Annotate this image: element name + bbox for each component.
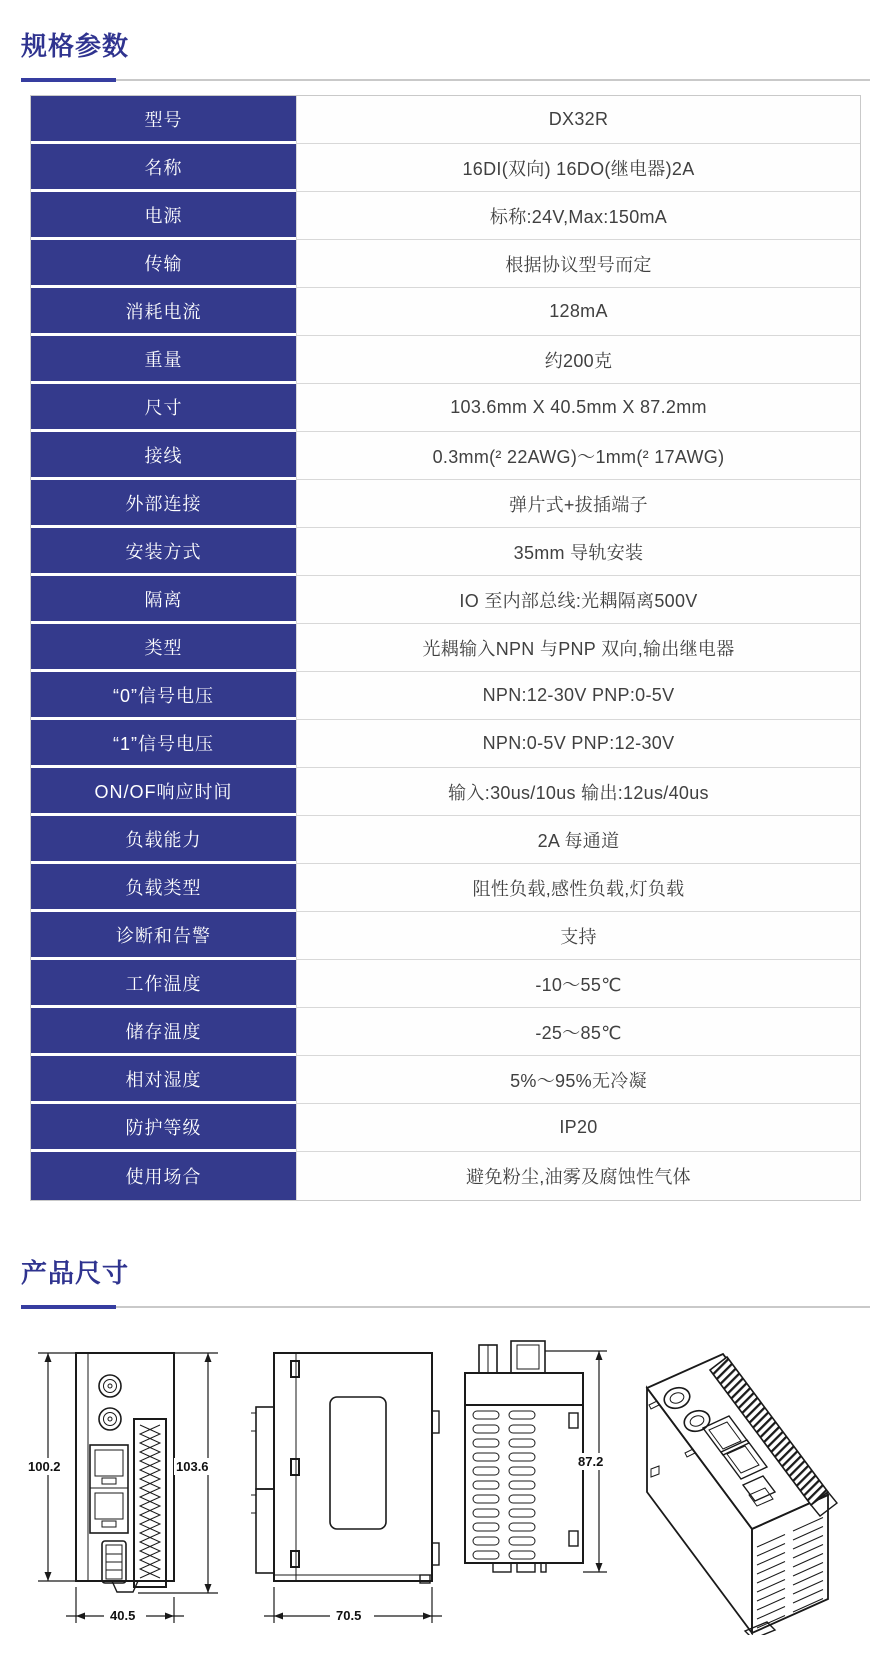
- isometric-view-drawing: [615, 1335, 865, 1635]
- spec-row-value: 103.6mm X 40.5mm X 87.2mm: [296, 384, 860, 432]
- spec-table-row: [31, 864, 860, 912]
- front-height-left-dim: 100.2: [28, 1459, 61, 1474]
- spec-row-label: 相对湿度: [31, 1056, 296, 1104]
- section-divider: [21, 78, 870, 82]
- spec-row-label: 消耗电流: [31, 288, 296, 336]
- spec-row-label: 重量: [31, 336, 296, 384]
- section-divider: [21, 1305, 870, 1309]
- side-depth-dim: 70.5: [336, 1608, 362, 1623]
- spec-section: [0, 26, 891, 1201]
- spec-table-row: [31, 528, 860, 576]
- divider-gray-line: [21, 1306, 870, 1308]
- spec-row-label: 负载能力: [31, 816, 296, 864]
- spec-table-row: [31, 1152, 860, 1200]
- spec-section-title: 规格参数: [21, 31, 130, 61]
- spec-row-label: 安装方式: [31, 528, 296, 576]
- spec-row-label: 尺寸: [31, 384, 296, 432]
- divider-gray-line: [21, 79, 870, 81]
- spec-table-row: [31, 576, 860, 624]
- spec-row-label: 工作温度: [31, 960, 296, 1008]
- divider-accent-line: [21, 78, 116, 82]
- spec-row-label: “1”信号电压: [31, 720, 296, 768]
- dimensions-section-title: 产品尺寸: [21, 1258, 130, 1288]
- spec-row-value: 光耦输入NPN 与PNP 双向,输出继电器: [296, 624, 860, 672]
- front-view-drawing: [26, 1335, 231, 1635]
- front-width-dim: 40.5: [110, 1608, 136, 1623]
- spec-row-label: 名称: [31, 144, 296, 192]
- spec-row-label: 型号: [31, 96, 296, 144]
- spec-row-value: IO 至内部总线:光耦隔离500V: [296, 576, 860, 624]
- spec-table-row: [31, 816, 860, 864]
- spec-row-value: 支持: [296, 912, 860, 960]
- spec-table-row: [31, 1104, 860, 1152]
- spec-row-value: 约200克: [296, 336, 860, 384]
- spec-row-label: ON/OF响应时间: [31, 768, 296, 816]
- spec-row-value: NPN:12-30V PNP:0-5V: [296, 672, 860, 720]
- spec-table-row: [31, 768, 860, 816]
- spec-row-value: -25～85℃: [296, 1008, 860, 1056]
- spec-row-label: 传输: [31, 240, 296, 288]
- spec-row-value: 16DI(双向) 16DO(继电器)2A: [296, 144, 860, 192]
- spec-table-row: [31, 960, 860, 1008]
- spec-row-label: 外部连接: [31, 480, 296, 528]
- spec-row-label: 电源: [31, 192, 296, 240]
- divider-accent-line: [21, 1305, 116, 1309]
- spec-table-row: [31, 288, 860, 336]
- spec-row-label: 接线: [31, 432, 296, 480]
- spec-row-value: 2A 每通道: [296, 816, 860, 864]
- spec-table-row: [31, 144, 860, 192]
- spec-table-row: [31, 720, 860, 768]
- spec-row-label: 负载类型: [31, 864, 296, 912]
- spec-row-value: 避免粉尘,油雾及腐蚀性气体: [296, 1152, 860, 1200]
- front-height-right-dim: 103.6: [176, 1459, 209, 1474]
- spec-row-value: 输入:30us/10us 输出:12us/40us: [296, 768, 860, 816]
- spec-table-row: [31, 336, 860, 384]
- spec-row-value: 根据协议型号而定: [296, 240, 860, 288]
- spec-table-row: [31, 96, 860, 144]
- spec-table-row: [31, 1008, 860, 1056]
- spec-row-label: 防护等级: [31, 1104, 296, 1152]
- spec-table-row: [31, 240, 860, 288]
- spec-row-value: 弹片式+拔插端子: [296, 480, 860, 528]
- spec-row-label: 类型: [31, 624, 296, 672]
- spec-table-row: [31, 1056, 860, 1104]
- spec-row-value: 128mA: [296, 288, 860, 336]
- spec-row-label: 使用场合: [31, 1152, 296, 1200]
- spec-row-value: 35mm 导轨安装: [296, 528, 860, 576]
- spec-row-label: 诊断和告警: [31, 912, 296, 960]
- spec-row-value: IP20: [296, 1104, 860, 1152]
- spec-row-value: NPN:0-5V PNP:12-30V: [296, 720, 860, 768]
- spec-row-value: 阻性负载,感性负载,灯负载: [296, 864, 860, 912]
- spec-row-value: DX32R: [296, 96, 860, 144]
- spec-row-label: “0”信号电压: [31, 672, 296, 720]
- product-drawings: [26, 1335, 865, 1635]
- spec-row-value: -10～55℃: [296, 960, 860, 1008]
- spec-row-value: 5%～95%无冷凝: [296, 1056, 860, 1104]
- spec-row-value: 0.3mm(² 22AWG)～1mm(² 17AWG): [296, 432, 860, 480]
- spec-table-row: [31, 192, 860, 240]
- spec-table: [30, 95, 861, 1201]
- spec-row-label: 隔离: [31, 576, 296, 624]
- spec-row-value: 标称:24V,Max:150mA: [296, 192, 860, 240]
- rear-height-dim: 87.2: [577, 1454, 603, 1469]
- spec-table-row: [31, 672, 860, 720]
- side-view-drawing: [232, 1335, 447, 1635]
- dimensions-section: [0, 1253, 891, 1635]
- spec-table-row: [31, 624, 860, 672]
- spec-table-row: [31, 480, 860, 528]
- rear-view-drawing: [449, 1335, 614, 1635]
- spec-table-row: [31, 912, 860, 960]
- spec-table-row: [31, 384, 860, 432]
- spec-row-label: 储存温度: [31, 1008, 296, 1056]
- spec-table-row: [31, 432, 860, 480]
